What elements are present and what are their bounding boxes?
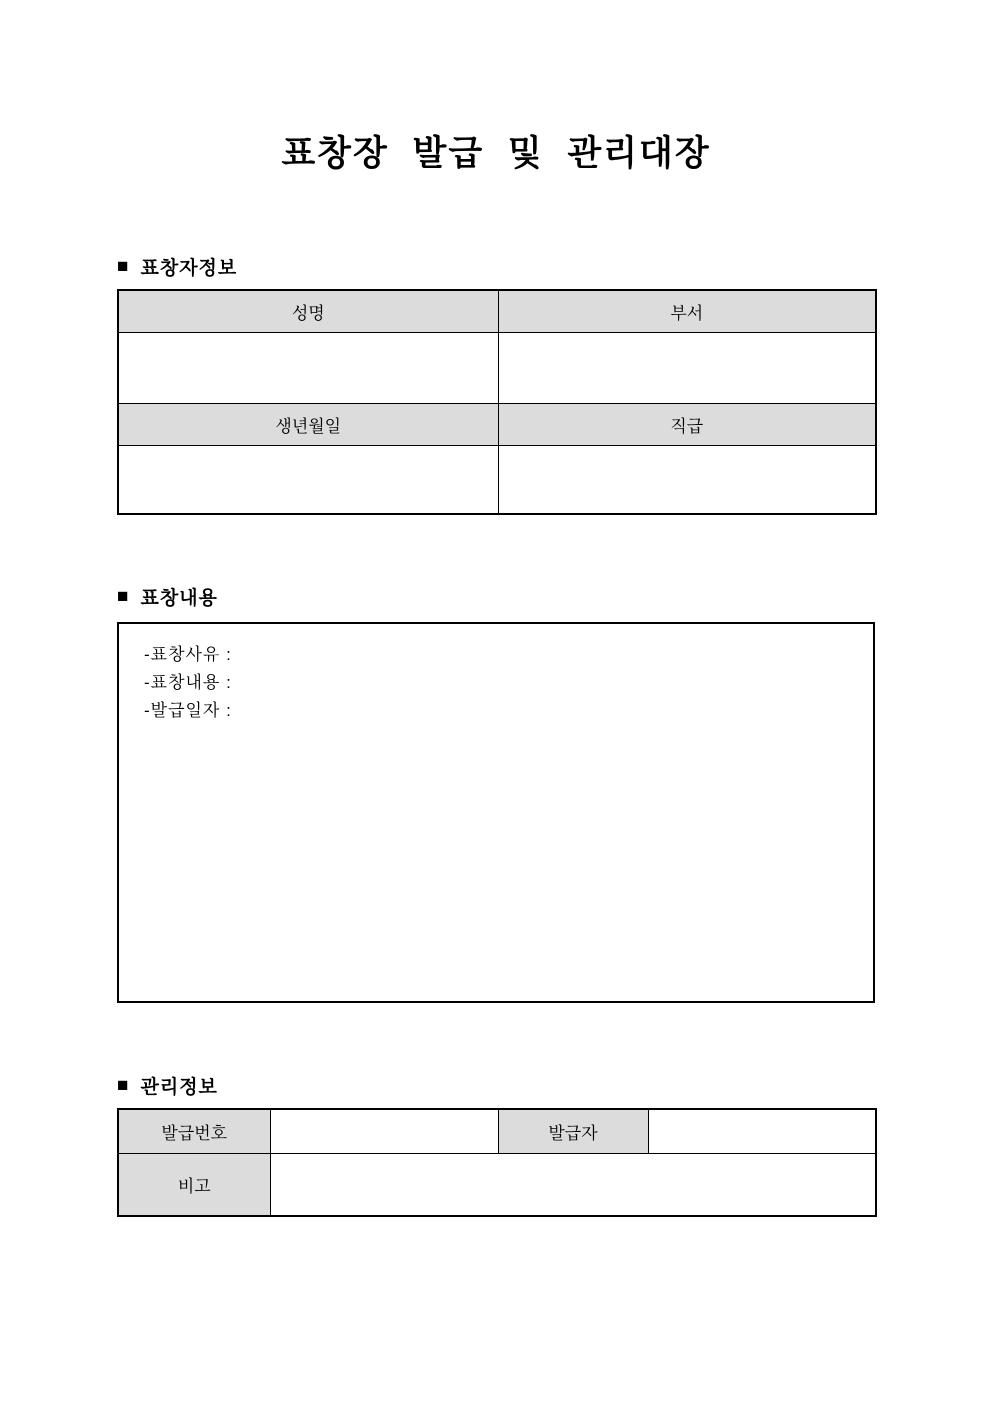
- section-heading-content-label: 표창내용: [140, 588, 218, 609]
- commendation-content-box[interactable]: [117, 622, 875, 1003]
- square-bullet-icon: ■: [117, 585, 130, 607]
- table-row: [118, 1109, 876, 1153]
- remarks-value-cell[interactable]: [270, 1153, 876, 1216]
- issue-number-value-cell[interactable]: [270, 1109, 498, 1153]
- department-header-cell: 부서: [498, 290, 876, 332]
- name-header-cell: 성명: [118, 290, 498, 332]
- commendation-reason-line: -표창사유 :: [144, 645, 238, 664]
- position-value-cell[interactable]: [498, 445, 876, 514]
- section-heading-management: [117, 1072, 218, 1099]
- issue-date-line: -발급일자 :: [144, 701, 238, 720]
- square-bullet-icon: ■: [117, 255, 130, 277]
- table-row: [118, 332, 876, 403]
- department-value-cell[interactable]: [498, 332, 876, 403]
- name-value-cell[interactable]: [118, 332, 498, 403]
- birthdate-header-cell: 생년월일: [118, 403, 498, 445]
- issue-number-label-cell: 발급번호: [118, 1109, 270, 1153]
- table-row: [118, 403, 876, 445]
- table-row: [118, 445, 876, 514]
- issuer-label-cell: 발급자: [498, 1109, 648, 1153]
- issuer-value-cell[interactable]: [648, 1109, 876, 1153]
- table-row: [118, 290, 876, 332]
- section-heading-content: [117, 583, 218, 610]
- awardee-info-table: [117, 289, 877, 515]
- page-title: 표창장 발급 및 관리대장: [281, 134, 711, 173]
- commendation-detail-line: -표창내용 :: [144, 673, 238, 692]
- position-header-cell: 직급: [498, 403, 876, 445]
- square-bullet-icon: ■: [117, 1074, 130, 1096]
- birthdate-value-cell[interactable]: [118, 445, 498, 514]
- table-row: [118, 1153, 876, 1216]
- remarks-label-cell: 비고: [118, 1153, 270, 1216]
- section-heading-awardee-label: 표창자정보: [140, 258, 238, 279]
- section-heading-awardee: [117, 253, 237, 280]
- section-heading-management-label: 관리정보: [140, 1077, 218, 1098]
- management-info-table: [117, 1108, 877, 1217]
